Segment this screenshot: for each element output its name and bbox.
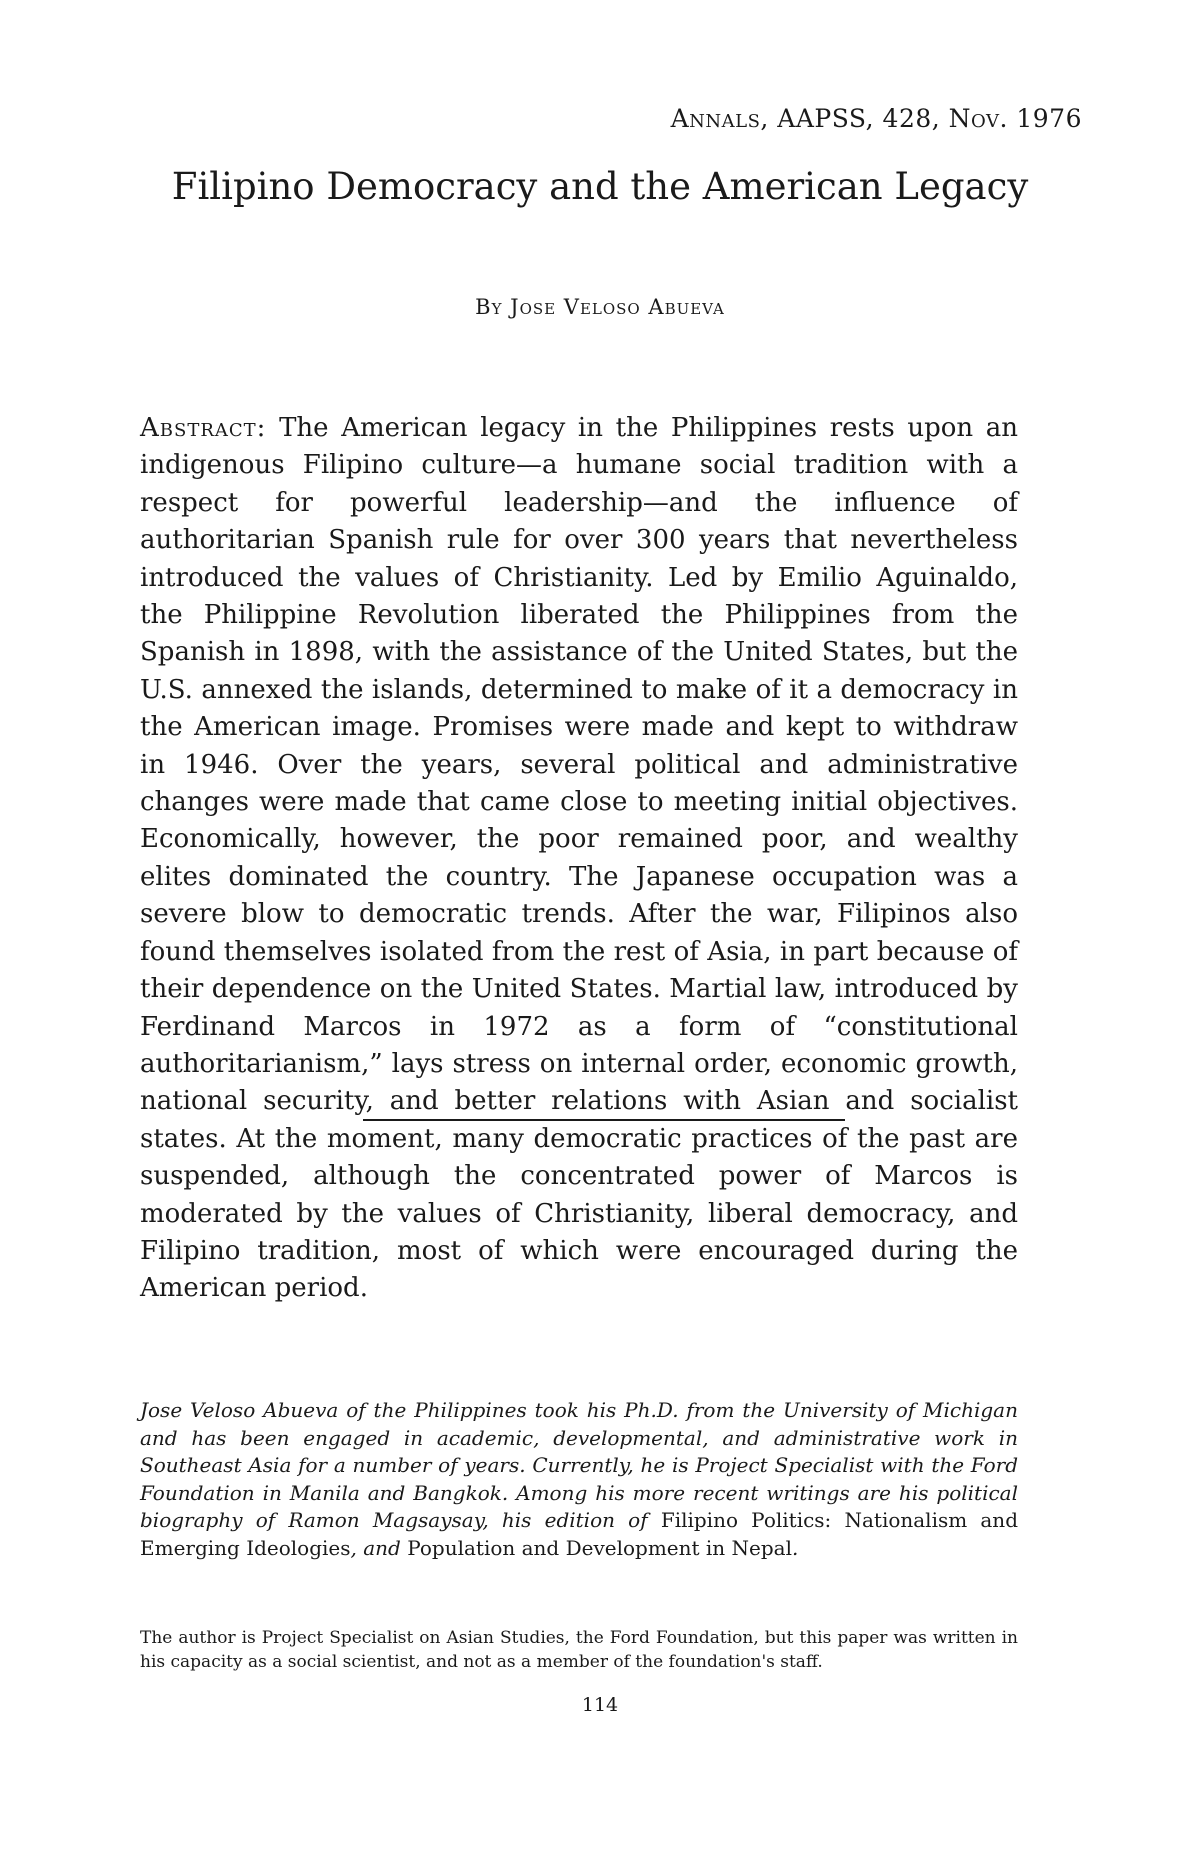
author-bio [140,1397,1018,1563]
abstract-label: Abstract: [140,413,267,443]
article-title: Filipino Democracy and the American Legacy [171,165,1029,208]
bio-text-2: , and [350,1535,408,1560]
bio-text-1: Jose Veloso Abueva of the Philippines took his Ph.D. from the University of Michigan and has been engaged in academic, developmental, and administrative work in Southeast Asia for a number of years. Currently, he is Project Specialist with the Ford Foundation in Manila and Bangkok. Among his more recent writings are his political biography of Ramon Magsaysay, his edition of [140,1398,1018,1533]
bio-book-title-2: Population and Development in Nepal [407,1535,793,1560]
bio-book-title-1: Filipino Politics: Nationalism and Emerging Ideologies [140,1508,1018,1560]
section-divider [363,1119,845,1121]
bio-text-3: . [792,1535,799,1560]
byline: By Jose Veloso Abueva [475,295,725,319]
page-number: 114 [581,1694,619,1716]
running-head: Annals, AAPSS, 428, Nov. 1976 [670,104,1082,133]
abstract-text: The American legacy in the Philippines rests upon an indigenous Filipino culture—a humane social tradition with a respect for powerful leadership—and the influence of authoritarian Spanish rule for over 300 years that nevertheless introduced the values of Christianity. Led by Emilio Aguinaldo, the Philippine Revolution liberated the Philippines from the Spanish in 1898, with the assistance of the United States, but the U.S. annexed the islands, determined to make of it a democracy in the American image. Promises were made and kept to withdraw in 1946. Over the years, several political and administrative changes were made that came close to meeting initial objectives. Economically, however, the poor remained poor, and wealthy elites dominated the country. The Japanese occupation was a severe blow to democratic trends. After the war, Filipinos also found themselves isolated from the rest of Asia, in part because of their dependence on the United States. Martial law, introduced by Ferdinand Marcos in 1972 as a form of “constitutional authoritarianism,” lays stress on internal order, economic growth, national security, and better relations with Asian and socialist states. At the moment, many democratic practices of the past are suspended, although the concentrated power of Marcos is moderated by the values of Christianity, liberal democracy, and Filipino tradition, most of which were encouraged during the American period. [140,413,1018,1304]
abstract [140,410,1018,1308]
author-footnote: The author is Project Specialist on Asian Studies, the Ford Foundation, but this paper was written in his capacity as a social scientist, and not as a member of the foundation's staff. [140,1628,1018,1672]
